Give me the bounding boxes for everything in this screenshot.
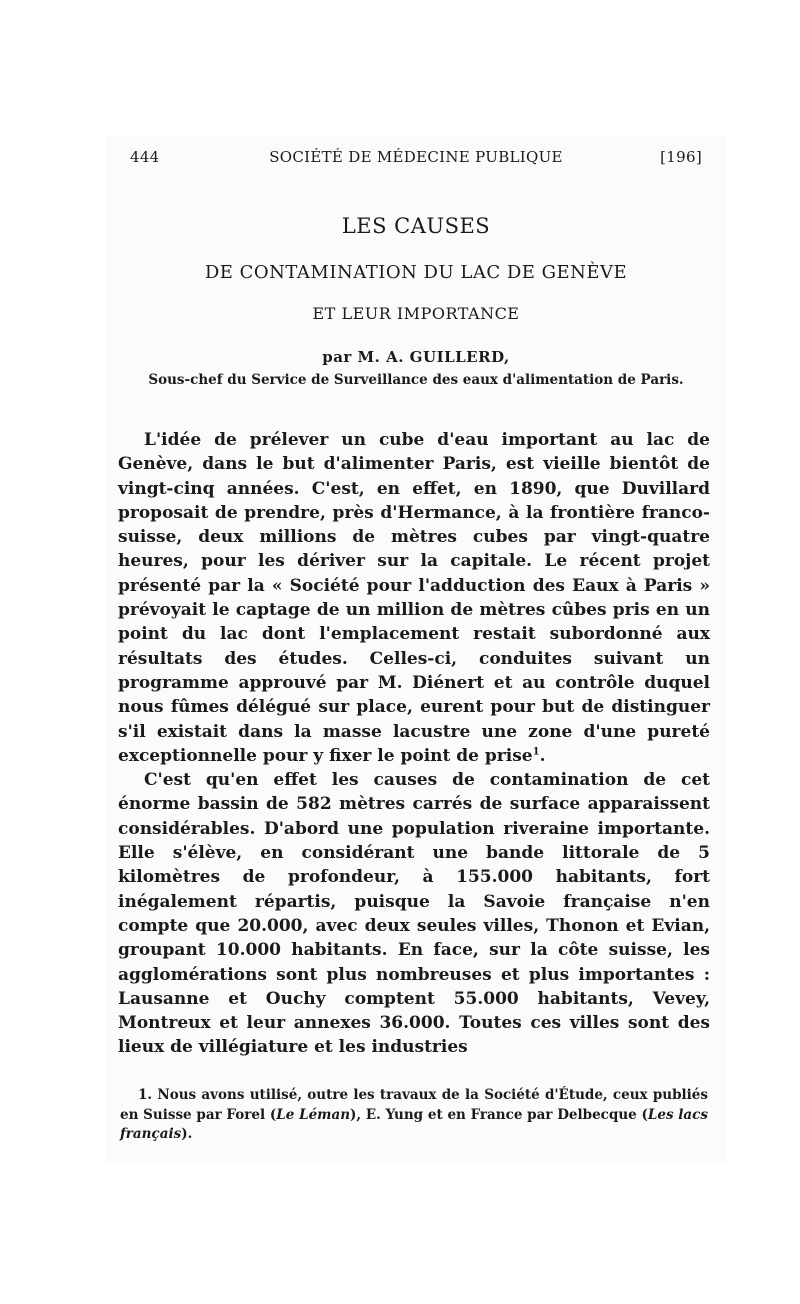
article-subtitle-2: ET LEUR IMPORTANCE <box>312 304 520 323</box>
footnote-text: 1. Nous avons utilisé, outre les travaux de la Société d'Étude, ceux publiés en Suisse par Forel (Le Léman), E. Yung et en France par Delbecque (Les lacs français). <box>120 1087 708 1142</box>
author-affiliation: Sous-chef du Service de Surveillance des eaux d'alimentation de Paris. <box>148 372 684 388</box>
article-subtitle: DE CONTAMINATION DU LAC DE GENÈVE <box>204 262 628 283</box>
cited-work: Le Léman <box>276 1106 351 1123</box>
paragraph: C'est qu'en effet les causes de contamination de cet énorme bassin de 582 mètres carrés de surface apparaissent considérables. D'abord une population riveraine importante. Elle s'élève, en considérant une bande littorale de 5 kilomètres de profondeur, à 155.000 habitants, fort inégalement répartis, puisque la Savoie française n'en compte que 20.000, avec deux seules villes, Thonon et Evian, groupant 10.000 habitants. En face, sur la côte suisse, les agglomérations sont plus nombreuses et plus importantes : Lausanne et Ouchy comptent 55.000 habitants, Vevey, Montreux et leur annexes 36.000. Toutes ces villes sont des lieux de villégiature et les industries <box>118 770 710 1058</box>
running-header <box>130 148 702 168</box>
author-line: par M. A. GUILLERD, <box>322 348 510 366</box>
article-body <box>118 428 710 1060</box>
cited-work: Les lacs français <box>120 1106 708 1142</box>
page-number: 444 <box>130 148 160 166</box>
article-title: LES CAUSES <box>341 214 491 238</box>
footnote-marker[interactable]: 1 <box>532 746 540 758</box>
paragraph <box>118 428 710 768</box>
paragraph-text: L'idée de prélever un cube d'eau important au lac de Genève, dans le but d'alimenter Paris, est vieille bientôt de vingt-cinq années. C'est, en effet, en 1890, que Duvillard proposait de prendre, près d'Hermance, à la frontière franco-suisse, deux millions de mètres cubes par vingt-quatre heures, pour les dériver sur la capitale. Le récent projet présenté par la « Société pour l'adduction des Eaux à Paris » prévoyait le captage de un million de mètres cûbes pris en un point du lac dont l'emplacement restait subordonné aux résultats des études. Celles-ci, conduites suivant un programme approuvé par M. Diénert et au contrôle duquel nous fûmes délégué sur place, eurent pour but de distinguer s'il existait dans la masse lacustre une zone d'une pureté exceptionnelle pour y fixer le point de prise <box>118 430 710 766</box>
page-reference: [196] <box>660 148 702 166</box>
footnote <box>120 1086 708 1145</box>
footnote-number: 1. <box>138 1087 153 1103</box>
paragraph-end: . <box>539 745 546 766</box>
journal-title: SOCIÉTÉ DE MÉDECINE PUBLIQUE <box>269 148 563 166</box>
document-page <box>106 136 726 1164</box>
